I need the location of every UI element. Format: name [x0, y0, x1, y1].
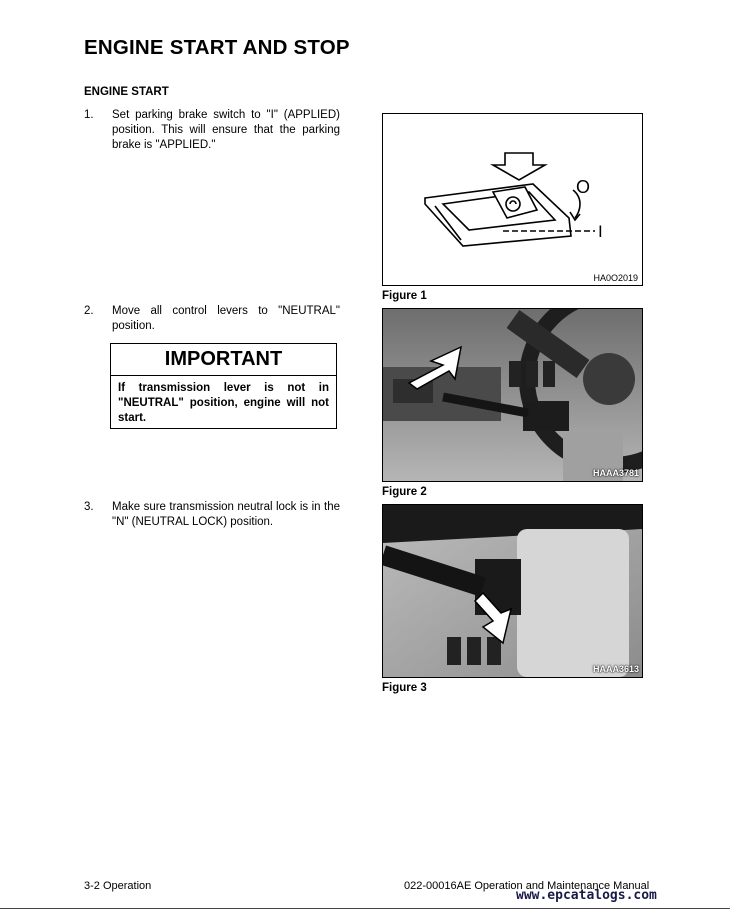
step-text: Make sure transmission neutral lock is in the "N" (NEUTRAL LOCK) position.	[112, 501, 340, 528]
important-text: If transmission lever is not in "NEUTRAL" position, engine will not start.	[118, 382, 329, 424]
label-o: O	[576, 177, 591, 197]
parking-brake-switch-drawing	[383, 114, 642, 285]
important-title: IMPORTANT	[111, 344, 336, 376]
step-number: 2.	[84, 305, 94, 317]
label-i: I	[598, 222, 603, 241]
figure-code: HAAA3613	[592, 664, 639, 674]
neutral-lock-photo	[383, 505, 642, 677]
footer-rule	[0, 908, 730, 909]
footer-page-section: 3-2 Operation	[84, 880, 152, 892]
figure-3-neutral-lock-photo	[382, 504, 643, 678]
step-text: Move all control levers to "NEUTRAL" position.	[112, 305, 340, 332]
figure-1-parking-brake-switch	[382, 113, 643, 286]
figure-2-caption: Figure 2	[382, 486, 427, 498]
footer-manual-title: 022-00016AE Operation and Maintenance Manual	[404, 880, 650, 892]
section-heading: ENGINE START	[84, 86, 169, 98]
figure-2-control-levers-photo	[382, 308, 643, 482]
figure-code: HAAA3781	[592, 468, 639, 478]
step-number: 3.	[84, 501, 94, 513]
watermark: www.epcatalogs.com	[516, 888, 657, 903]
page-title: ENGINE START AND STOP	[84, 36, 350, 59]
figure-3-caption: Figure 3	[382, 682, 427, 694]
control-levers-photo	[383, 309, 642, 481]
important-notice	[110, 343, 337, 429]
step-number: 1.	[84, 109, 94, 121]
step-text: Set parking brake switch to "I" (APPLIED) position. This will ensure that the parking brake is "APPLIED."	[112, 109, 340, 151]
figure-code: HA0O2019	[593, 273, 638, 283]
figure-1-caption: Figure 1	[382, 290, 427, 302]
